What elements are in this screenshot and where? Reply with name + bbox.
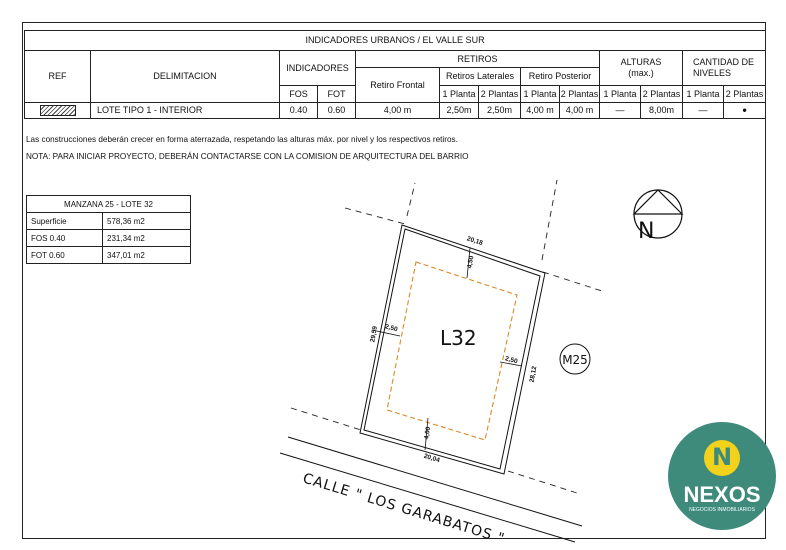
table-title: INDICADORES URBANOS / EL VALLE SUR — [25, 31, 766, 51]
street-name: CALLE " LOS GARABATOS " — [300, 470, 507, 548]
neighbor-line-top-right — [543, 272, 605, 292]
header-indicadores: INDICADORES — [280, 51, 356, 86]
header-retiro-frontal: Retiro Frontal — [356, 68, 440, 103]
cell-niv-1: — — [683, 103, 724, 119]
street-curb-lower — [280, 453, 575, 542]
header-ref: REF — [25, 51, 91, 103]
header-alt-1planta: 1 Planta — [600, 86, 641, 103]
header-lat-1planta: 1 Planta — [440, 86, 479, 103]
note-terraced: Las construcciones deberán crecer en forma aterrazada, respetando las alturas máx. por nivel y los respectivos retiros. — [26, 135, 458, 144]
cell-alt-2: 8,00m — [641, 103, 683, 119]
dim-bottom-label: 20,04 — [422, 452, 441, 465]
setback-bottom-label: 4,00 — [423, 426, 433, 440]
cell-niv-2: • — [724, 103, 766, 119]
header-alturas-label: ALTURAS — [620, 57, 662, 67]
nexos-wordmark: NEXOS — [683, 482, 761, 507]
dim-top-label: 20,18 — [465, 235, 484, 248]
setback-left-label: 2,50 — [384, 323, 399, 334]
neighbor-line-bottom-left — [291, 408, 361, 430]
header-fos: FOS — [280, 86, 318, 103]
header-cantidad-label: CANTIDAD DE NIVELES — [693, 57, 755, 78]
nexos-mark-letter: N — [711, 443, 733, 471]
cell-lat-2: 2,50m — [479, 103, 521, 119]
header-retiros: RETIROS — [356, 51, 600, 68]
cell-alt-1: — — [600, 103, 641, 119]
cell-retiro-frontal: 4,00 m — [356, 103, 440, 119]
lot-row-value: 347,01 m2 — [103, 247, 191, 264]
header-post-1planta: 1 Planta — [521, 86, 560, 103]
nexos-tagline: NEGOCIOS INMOBILIARIOS — [689, 507, 755, 513]
header-alt-2plantas: 2 Plantas — [641, 86, 683, 103]
header-niv-2plantas: 2 Plantas — [724, 86, 766, 103]
lot-row-value: 231,34 m2 — [103, 230, 191, 247]
header-post-2plantas: 2 Plantas — [560, 86, 600, 103]
dim-left-label: 29,59 — [369, 325, 379, 343]
lot-row-value: 578,36 m2 — [103, 213, 191, 230]
lot-label: L32 — [440, 326, 477, 350]
block-label: M25 — [562, 353, 588, 367]
cell-post-1: 4,00 m — [521, 103, 560, 119]
lot-row-label: FOT 0.60 — [27, 247, 103, 264]
dim-right-label: 28,12 — [528, 365, 539, 383]
header-lat-2plantas: 2 Plantas — [479, 86, 521, 103]
nexos-mark-icon — [704, 440, 740, 476]
nexos-logo — [668, 422, 776, 530]
note-comision: NOTA: PARA INICIAR PROYECTO, DEBERÁN CONTACTARSE CON LA COMISION DE ARQUITECTURA DEL BARRIO — [26, 152, 469, 161]
header-niv-1planta: 1 Planta — [683, 86, 724, 103]
north-label: N — [638, 219, 655, 244]
lot-row-label: FOS 0.40 — [27, 230, 103, 247]
header-delimitacion: DELIMITACION — [91, 51, 280, 103]
neighbor-line-top-up — [407, 183, 415, 216]
building-envelope — [387, 262, 517, 440]
neighbor-line-top-left — [345, 208, 405, 224]
header-retiros-laterales: Retiros Laterales — [440, 68, 521, 86]
north-arrow-icon — [634, 190, 682, 244]
neighbor-line-bottom-right — [508, 471, 577, 493]
header-alturas-sub: (max.) — [628, 68, 654, 78]
lot-table-title: MANZANA 25 - LOTE 32 — [27, 196, 191, 213]
neighbor-line-right-up — [542, 180, 557, 260]
setback-top-label: 4,50 — [466, 255, 476, 269]
cell-fos: 0.40 — [280, 103, 318, 119]
cell-delimitacion: LOTE TIPO 1 - INTERIOR — [91, 103, 280, 119]
lot-row-label: Superficie — [27, 213, 103, 230]
header-retiro-posterior: Retiro Posterior — [521, 68, 600, 86]
header-fot: FOT — [318, 86, 356, 103]
cell-fot: 0.60 — [318, 103, 356, 119]
cell-lat-1: 2,50m — [440, 103, 479, 119]
setback-right-label: 2,50 — [504, 355, 519, 366]
cell-post-2: 4,00 m — [560, 103, 600, 119]
